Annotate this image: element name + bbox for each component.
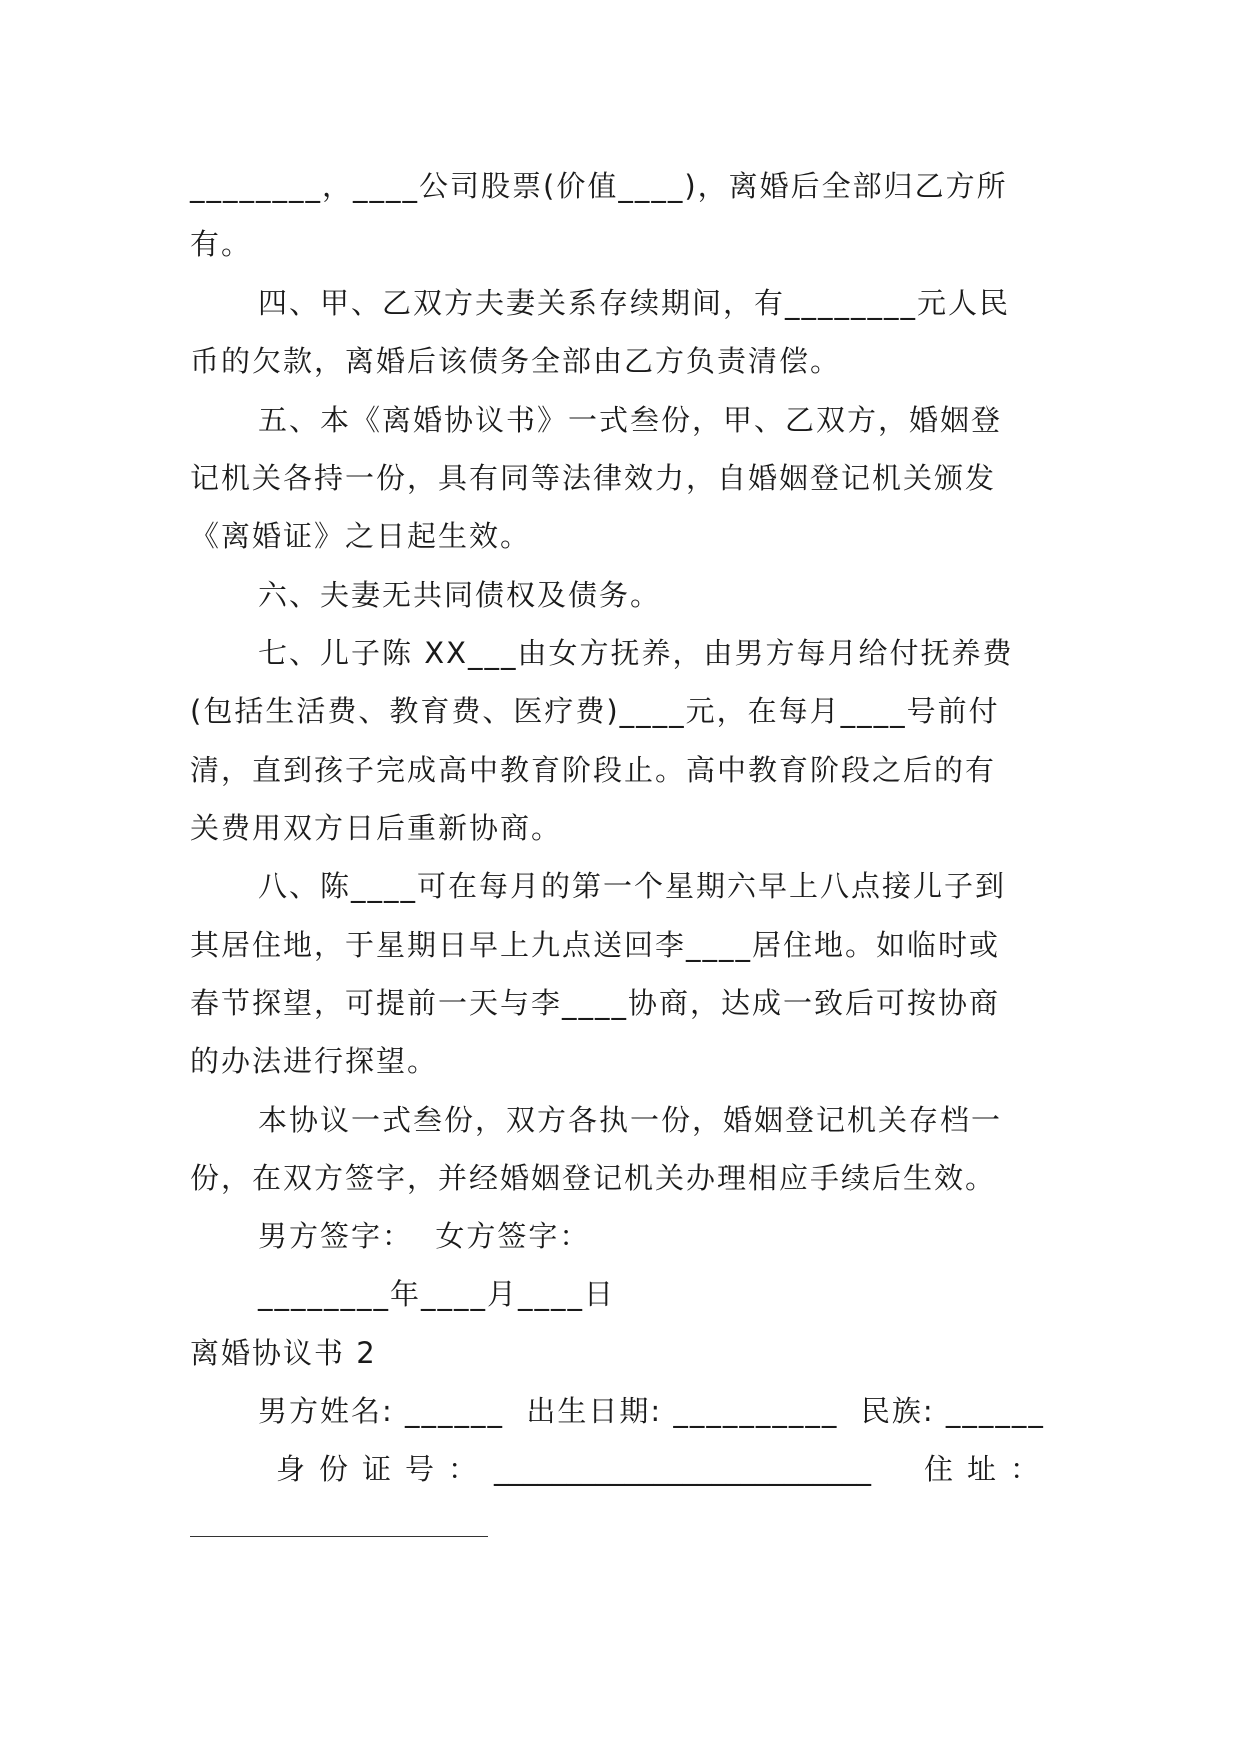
para-custody-line-3: 清，直到孩子完成高中教育阶段止。高中教育阶段之后的有 <box>190 753 997 787</box>
signature-labels: 男方签字： 女方签字： <box>258 1219 591 1253</box>
para-debt-line-1: 四、甲、乙双方夫妻关系存续期间，有________元人民 <box>258 286 1011 320</box>
para-debt-line-2: 币的欠款，离婚后该债务全部由乙方负责清偿。 <box>190 344 842 378</box>
para-agreement-line-1: 本协议一式叁份，双方各执一份，婚姻登记机关存档一 <box>258 1103 1003 1137</box>
doc2-address-label: 住址： <box>924 1452 1054 1486</box>
doc2-id-number-label: 身份证号： <box>276 1452 492 1486</box>
para-visitation-line-1: 八、陈____可在每月的第一个星期六早上八点接儿子到 <box>258 869 1007 903</box>
para-custody-line-2: (包括生活费、教育费、医疗费)____元，在每月____号前付 <box>190 694 1000 728</box>
para-custody-line-1: 七、儿子陈 XX___由女方抚养，由男方每月给付抚养费 <box>258 636 1014 670</box>
para-visitation-line-2: 其居住地，于星期日早上九点送回李____居住地。如临时或 <box>190 928 1001 962</box>
para-no-debt: 六、夫妻无共同债权及债务。 <box>258 578 662 612</box>
para-agreement-line-2: 份，在双方签字，并经婚姻登记机关办理相应手续后生效。 <box>190 1161 997 1195</box>
para-property-line-2: 有。 <box>190 227 253 261</box>
para-visitation-line-4: 的办法进行探望。 <box>190 1044 439 1078</box>
doc2-title: 离婚协议书 2 <box>190 1336 377 1370</box>
date-line: ________年____月____日 <box>258 1277 616 1311</box>
doc2-address-blank-rule <box>190 1536 488 1537</box>
doc2-id-number-blank: __________________________ <box>494 1452 871 1486</box>
doc2-row-name-birth-ethnicity: 男方姓名: ______ 出生日期: __________ 民族: ______ <box>258 1394 1045 1428</box>
para-property-line-1: ________，____公司股票(价值____)，离婚后全部归乙方所 <box>190 169 1008 203</box>
para-copies-line-2: 记机关各持一份，具有同等法律效力，自婚姻登记机关颁发 <box>190 461 997 495</box>
para-copies-line-1: 五、本《离婚协议书》一式叁份，甲、乙双方，婚姻登 <box>258 403 1003 437</box>
para-visitation-line-3: 春节探望，可提前一天与李____协商，达成一致后可按协商 <box>190 986 1001 1020</box>
para-custody-line-4: 关费用双方日后重新协商。 <box>190 811 563 845</box>
para-copies-line-3: 《离婚证》之日起生效。 <box>190 519 532 553</box>
